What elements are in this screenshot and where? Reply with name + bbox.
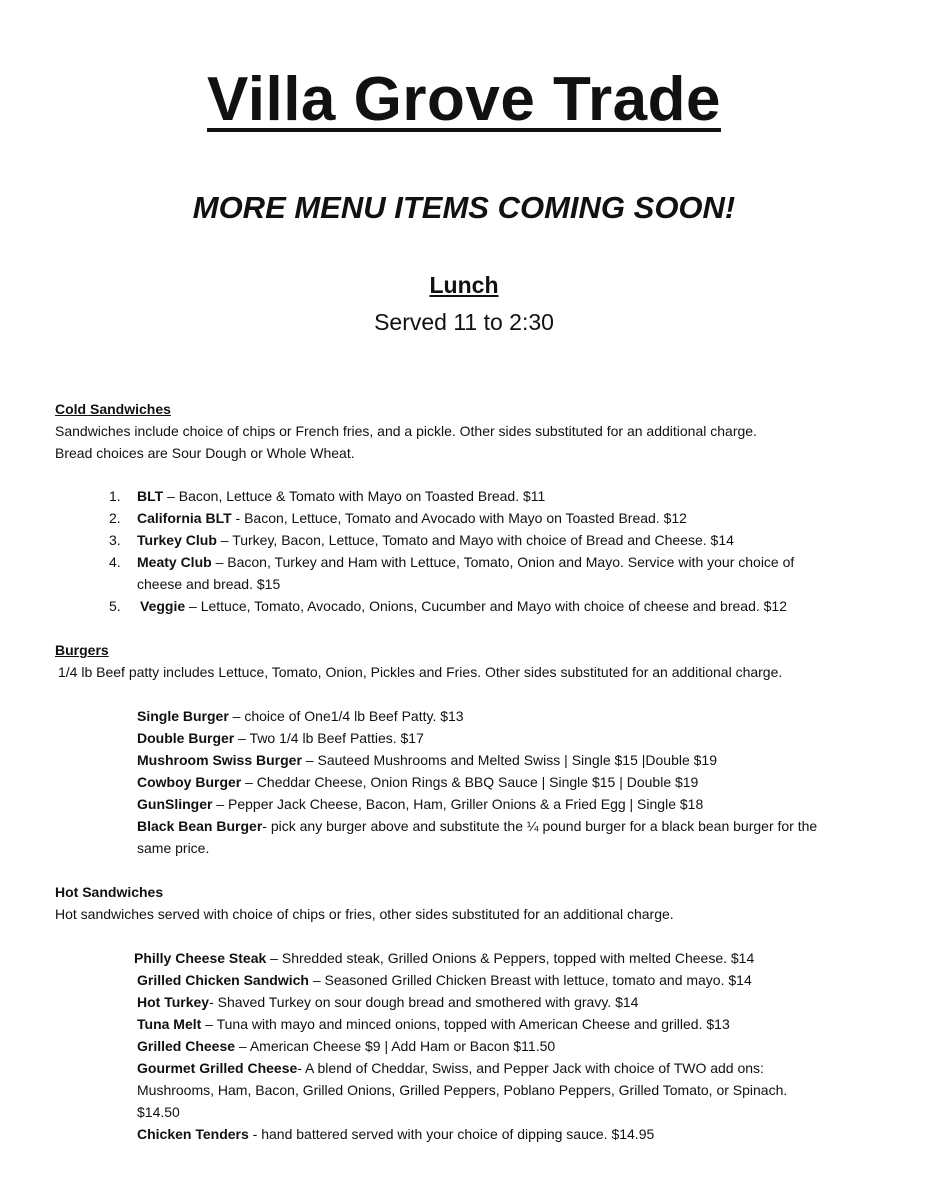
item-description: – Turkey, Bacon, Lettuce, Tomato and Mayo with choice of Bread and Cheese. $14 [216,532,734,548]
coming-soon-banner: MORE MENU ITEMS COMING SOON! [192,190,736,225]
burgers-description: 1/4 lb Beef patty includes Lettuce, Tomato, Onion, Pickles and Fries. Other sides substituted for an additional charge. [58,664,783,680]
item-name: Meaty Club [137,554,212,570]
item-price-continued: $14.50 [137,1104,180,1120]
list-item [137,750,717,770]
item-name: Tuna Melt [137,1016,202,1032]
item-description: – choice of One1/4 lb Beef Patty. $13 [228,708,464,724]
item-name: GunSlinger [137,796,213,812]
item-name: Double Burger [137,730,235,746]
item-description: - pick any burger above and substitute the ¼ pound burger for a black bean burger for the [262,818,818,834]
item-description: – Cheddar Cheese, Onion Rings & BBQ Sauce | Single $15 | Double $19 [241,774,699,790]
item-description-continued: cheese and bread. $15 [137,576,281,592]
item-description: - Shaved Turkey on sour dough bread and smothered with gravy. $14 [209,994,639,1010]
list-item [137,706,464,726]
restaurant-title: Villa Grove Trade [207,65,721,134]
item-description: – Bacon, Turkey and Ham with Lettuce, Tomato, Onion and Mayo. Service with your choice of [211,554,795,570]
item-name: Grilled Cheese [137,1038,236,1054]
item-description: – Lettuce, Tomato, Avocado, Onions, Cucumber and Mayo with choice of cheese and bread. $12 [185,598,787,614]
item-description: – Pepper Jack Cheese, Bacon, Ham, Griller Onions & a Fried Egg | Single $18 [212,796,704,812]
item-name: Gourmet Grilled Cheese [137,1060,298,1076]
list-item [137,1036,555,1056]
item-name: Veggie [140,598,186,614]
section-title-lunch: Lunch [429,272,499,298]
served-hours: Served 11 to 2:30 [374,309,554,335]
item-name: Turkey Club [137,532,217,548]
item-description: – Shredded steak, Grilled Onions & Peppers, topped with melted Cheese. $14 [266,950,755,966]
item-number: 5. [109,598,121,614]
burgers-heading: Burgers [55,642,109,658]
item-description: – Tuna with mayo and minced onions, topped with American Cheese and grilled. $13 [201,1016,730,1032]
item-number: 2. [109,510,121,526]
item-number: 1. [109,488,121,504]
item-name: Grilled Chicken Sandwich [137,972,309,988]
item-description: – Two 1/4 lb Beef Patties. $17 [234,730,424,746]
list-item [137,992,638,1012]
item-name: Mushroom Swiss Burger [137,752,302,768]
item-name: BLT [137,488,164,504]
item-name: California BLT [137,510,232,526]
bread-choices-note: Bread choices are Sour Dough or Whole Wheat. [55,445,355,461]
cold-sandwiches-description: Sandwiches include choice of chips or French fries, and a pickle. Other sides substituted for an additional charge. [55,423,757,439]
item-description: - A blend of Cheddar, Swiss, and Pepper Jack with choice of TWO add ons: [297,1060,764,1076]
list-item [137,1124,654,1144]
item-name: Chicken Tenders [137,1126,249,1142]
list-item [137,1014,730,1034]
list-item [137,728,424,748]
list-item [137,794,703,814]
list-item [137,1058,764,1078]
item-number: 4. [109,554,121,570]
item-description: – Sauteed Mushrooms and Melted Swiss | Single $15 |Double $19 [301,752,717,768]
list-item [137,772,698,792]
item-name: Hot Turkey [137,994,210,1010]
item-name: Philly Cheese Steak [134,950,267,966]
item-description: - hand battered served with your choice of dipping sauce. $14.95 [248,1126,655,1142]
list-item [137,970,752,990]
item-name: Cowboy Burger [137,774,242,790]
list-item [137,816,817,836]
item-name: Single Burger [137,708,229,724]
item-description-continued: Mushrooms, Ham, Bacon, Grilled Onions, Grilled Peppers, Poblano Peppers, Grilled Tomato, or Spinach. [137,1082,788,1098]
hot-sandwiches-heading: Hot Sandwiches [55,884,164,900]
item-description: – Bacon, Lettuce & Tomato with Mayo on Toasted Bread. $11 [163,488,546,504]
item-description: – Seasoned Grilled Chicken Breast with lettuce, tomato and mayo. $14 [308,972,752,988]
item-description-continued: same price. [137,840,210,856]
list-item [134,948,754,968]
item-name: Black Bean Burger [137,818,263,834]
cold-sandwiches-heading: Cold Sandwiches [55,401,171,417]
item-number: 3. [109,532,121,548]
hot-sandwiches-description: Hot sandwiches served with choice of chips or fries, other sides substituted for an additional charge. [55,906,674,922]
item-description: - Bacon, Lettuce, Tomato and Avocado with Mayo on Toasted Bread. $12 [231,510,687,526]
item-description: – American Cheese $9 | Add Ham or Bacon $11.50 [235,1038,556,1054]
